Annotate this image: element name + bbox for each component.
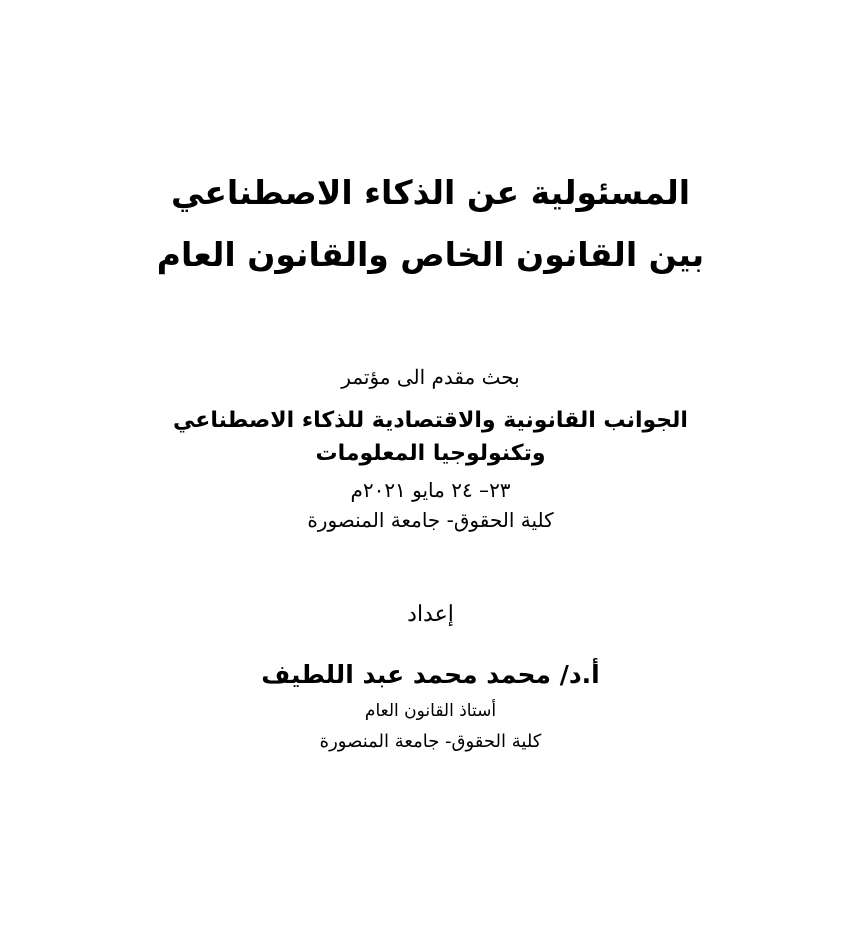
title-line-1: المسئولية عن الذكاء الاصطناعي <box>170 173 691 212</box>
conference-name-line-1: الجوانب القانونية والاقتصادية للذكاء الاصطناعي <box>173 408 688 433</box>
prepared-by-label: إعداد <box>407 602 454 627</box>
author-institution: كلية الحقوق- جامعة المنصورة <box>319 731 542 752</box>
title-line-2: بين القانون الخاص والقانون العام <box>156 235 705 274</box>
author-name: أ.د/ محمد محمد عبد اللطيف <box>261 660 600 689</box>
conference-institution: كلية الحقوق- جامعة المنصورة <box>307 508 554 532</box>
conference-dates: ٢٣– ٢٤ مايو ٢٠٢١م <box>350 478 511 502</box>
conference-intro: بحث مقدم الى مؤتمر <box>341 365 520 389</box>
conference-name-line-2: وتكنولوجيا المعلومات <box>315 441 546 466</box>
author-title: أستاذ القانون العام <box>364 701 497 721</box>
